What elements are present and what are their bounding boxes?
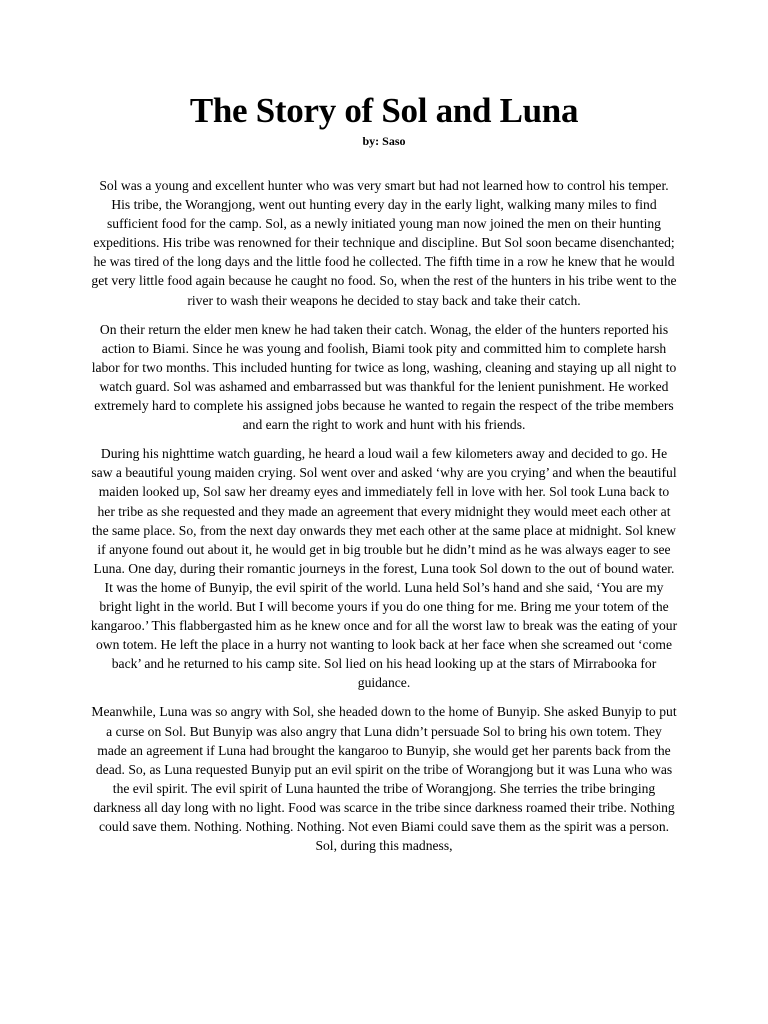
- story-paragraph-2: On their return the elder men knew he had taken their catch. Wonag, the elder of the hunters reported his action to Biami. Since he was young and foolish, Biami took pity and committed him to complete harsh labor for two months. This included hunting for twice as long, washing, cleaning and staying up all night to watch guard. Sol was ashamed and embarrassed but was thankful for the lenient punishment. He worked extremely hard to complete his assigned jobs because he wanted to regain the respect of the tribe members and earn the right to work and hunt with his friends.: [91, 321, 677, 433]
- story-paragraph-3: During his nighttime watch guarding, he heard a loud wail a few kilometers away and decided to go. He saw a beautiful young maiden crying. Sol went over and asked ‘why are you crying’ and when the beautiful maiden looked up, Sol saw her dreamy eyes and immediately fell in love with her. Sol took Luna back to her tribe as she requested and they made an agreement that every midnight they would meet each other at the same place. So, from the next day onwards they met each other at the same place at midnight. Sol knew if anyone found out about it, he would get in big trouble but he didn’t mind as he was always eager to see Luna. One day, during their romantic journeys in the forest, Luna took Sol down to the out of bound water. It was the home of Bunyip, the evil spirit of the world. Luna held Sol’s hand and she said, ‘You are my bright light in the world. But I will become yours if you do one thing for me. Bring me your totem of the kangaroo.’ This flabbergasted him as he knew once and for all the worst law to break was the eating of your own totem. He left the place in a hurry not wanting to look back at her face when she screamed out ‘come back’ and he returned to his camp site. Sol lied on his head looking up at the stars of Mirrabooka for guidance.: [90, 446, 678, 691]
- story-paragraph-1: Sol was a young and excellent hunter who was very smart but had not learned how to control his temper. His tribe, the Worangjong, went out hunting every day in the early light, walking many miles to find sufficient food for the camp. Sol, as a newly initiated young man now joined the men on their hunting expeditions. His tribe was renowned for their technique and discipline. But Sol soon became disenchanted; he was tired of the long days and the little food he collected. The fifth time in a row he knew that he would get very little food again because he caught no food. So, when the rest of the hunters in his tribe went to the river to wash their weapons he decided to stay back and take their catch.: [91, 178, 677, 308]
- document-title: The Story of Sol and Luna: [189, 91, 579, 130]
- story-body: [90, 176, 678, 855]
- story-paragraph-4: Meanwhile, Luna was so angry with Sol, she headed down to the home of Bunyip. She asked Bunyip to put a curse on Sol. But Bunyip was also angry that Luna didn’t persuade Sol to bring his own totem. They made an agreement if Luna had brought the kangaroo to Bunyip, she would get her parents back from the dead. So, as Luna requested Bunyip put an evil spirit on the tribe of Worangjong but it was Luna who was the evil spirit. The evil spirit of Luna haunted the tribe of Worangjong. She terries the tribe bringing darkness all day long with no light. Food was scarce in the tribe since darkness roamed their tribe. Nothing could save them. Nothing. Nothing. Nothing. Not even Biami could save them as the spirit was a person. Sol, during this madness,: [91, 704, 677, 854]
- author-byline: by: Saso: [362, 134, 406, 148]
